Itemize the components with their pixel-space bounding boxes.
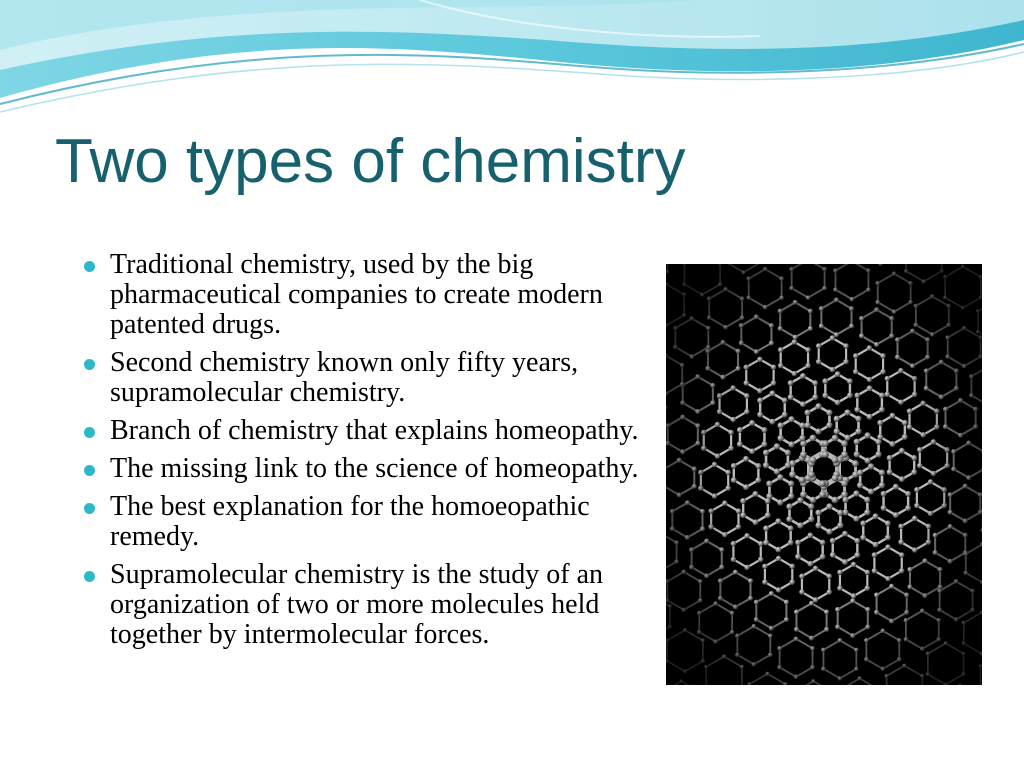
bullet-text: The best explanation for the homoeopathic remedy. — [110, 491, 590, 552]
bullet-list — [84, 250, 644, 658]
bullet-dot-icon — [84, 427, 95, 438]
bullet-item — [84, 348, 644, 408]
slide-title: Two types of chemistry — [55, 127, 686, 196]
wave-banner — [0, 0, 1024, 120]
bullet-item — [84, 416, 644, 446]
bullet-text: Branch of chemistry that explains homeopathy. — [110, 415, 639, 446]
bullet-dot-icon — [84, 465, 95, 476]
bullet-text: Supramolecular chemistry is the study of an organization of two or more molecules held together by intermolecular forces. — [110, 559, 603, 650]
lattice-structure-graphic — [666, 264, 982, 685]
bullet-dot-icon — [84, 571, 95, 582]
bullet-dot-icon — [84, 261, 95, 272]
bullet-item — [84, 560, 644, 650]
bullet-item — [84, 250, 644, 340]
bullet-text: Second chemistry known only fifty years, supramolecular chemistry. — [110, 347, 579, 408]
bullet-text: The missing link to the science of homeopathy. — [110, 453, 639, 484]
bullet-item — [84, 492, 644, 552]
bullet-dot-icon — [84, 503, 95, 514]
bullet-text: Traditional chemistry, used by the big pharmaceutical companies to create modern patented drugs. — [110, 249, 603, 340]
molecule-image — [666, 264, 982, 685]
bullet-item — [84, 454, 644, 484]
bullet-dot-icon — [84, 359, 95, 370]
